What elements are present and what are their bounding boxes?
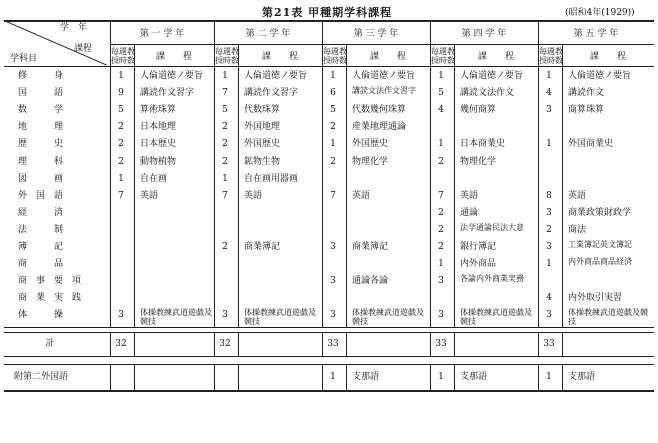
subject-name: 簿 記 <box>18 242 64 252</box>
weekly-hours: 1 <box>118 71 124 81</box>
course-content: 人倫道徳ノ要旨 <box>244 71 308 81</box>
hours-column-line <box>346 332 347 356</box>
course-content: 英語 <box>140 190 159 201</box>
weekly-hours: 3 <box>438 310 444 321</box>
weekly-hours: 2 <box>330 156 336 167</box>
course-content: 支那語 <box>352 371 380 382</box>
total-hours: 32 <box>115 338 127 349</box>
course-content: 体操教練武道遊戯及競技 <box>244 308 316 327</box>
hours-column-line <box>346 44 347 327</box>
weekly-hours: 3 <box>546 105 552 116</box>
weekly-hours: 3 <box>438 276 444 287</box>
year-column-line <box>538 20 539 327</box>
total-label: 計 <box>45 338 55 349</box>
course-content: 英語 <box>352 190 371 201</box>
weekly-hours: 5 <box>222 105 228 116</box>
course-content: 法学通論民法大意 <box>460 222 524 232</box>
course-content: 支那語 <box>460 371 488 382</box>
weekly-hours: 3 <box>222 310 228 321</box>
course-column-header: 課 程 <box>261 52 298 62</box>
weekly-hours: 3 <box>546 207 552 218</box>
weekly-hours: 1 <box>546 259 552 270</box>
course-content: 内外取引実習 <box>568 293 623 304</box>
course-content: 内外商品 <box>460 259 497 270</box>
hours-column-line <box>454 364 455 390</box>
weekly-hours-header: 毎週教 <box>215 47 239 56</box>
hours-column-line <box>346 364 347 390</box>
course-column-header: 課 程 <box>589 52 626 62</box>
course-content: 商業簿記 <box>244 242 281 252</box>
weekly-hours: 1 <box>222 173 228 184</box>
hours-column-line <box>454 332 455 356</box>
weekly-hours: 1 <box>222 71 228 81</box>
subject-name: 理 科 <box>18 156 64 167</box>
course-content: 体操教練武道遊戯及競技 <box>568 308 648 327</box>
total-hours: 33 <box>435 338 447 349</box>
course-header-label: 課程 <box>74 44 93 54</box>
subject-name: 数 学 <box>18 105 64 116</box>
course-content: 外国歴史 <box>244 139 281 150</box>
hours-column-line <box>562 364 563 390</box>
year-header: 第 四 学 年 <box>461 29 507 39</box>
appendix-label: 附第二外国語 <box>14 371 69 382</box>
course-content: 商業政策財政学 <box>568 207 632 218</box>
total-hours: 32 <box>219 338 231 349</box>
total-top-rule <box>4 332 654 333</box>
course-content: 人倫道徳ノ要旨 <box>460 71 524 81</box>
weekly-hours-header: 授時数 <box>323 56 347 65</box>
weekly-hours: 1 <box>438 371 444 382</box>
course-content: 日本商業史 <box>460 139 506 150</box>
course-content: 通論 <box>460 207 479 218</box>
hours-column-line <box>134 364 135 390</box>
subject-name: 体 操 <box>18 310 64 321</box>
weekly-hours: 1 <box>118 173 124 184</box>
course-column-header: 課 程 <box>477 52 514 62</box>
course-content: 代数珠算 <box>244 105 281 116</box>
course-content: 支那語 <box>568 371 596 382</box>
weekly-hours: 3 <box>330 242 336 252</box>
course-content: 外国歴史 <box>352 139 389 150</box>
weekly-hours: 1 <box>546 71 552 81</box>
weekly-hours: 2 <box>118 122 124 133</box>
weekly-hours: 2 <box>438 224 444 235</box>
course-content: 体操教練武道遊戯及競技 <box>460 308 532 327</box>
course-content: 物理化学 <box>460 156 497 167</box>
weekly-hours: 8 <box>546 190 552 201</box>
hours-column-line <box>238 44 239 327</box>
weekly-hours: 7 <box>438 190 444 201</box>
weekly-hours: 1 <box>330 71 336 81</box>
year-column-line <box>214 364 215 390</box>
year-header: 第 三 学 年 <box>353 29 399 39</box>
course-content: 鉱物生物 <box>244 156 281 167</box>
weekly-hours: 1 <box>546 371 552 382</box>
weekly-hours: 2 <box>222 139 228 150</box>
course-content: 講読作文 <box>568 88 605 99</box>
weekly-hours: 6 <box>330 88 336 99</box>
year-header: 第 一 学 年 <box>139 29 185 39</box>
course-content: 英語 <box>568 190 587 201</box>
weekly-hours: 2 <box>438 242 444 252</box>
course-column-header: 課 程 <box>369 52 406 62</box>
course-content: 物理化学 <box>352 156 389 167</box>
subject-name: 国 語 <box>18 88 64 99</box>
course-content: 講読文法作文 <box>460 88 515 99</box>
subject-name: 商 業 実 践 <box>18 293 82 304</box>
course-content: 商法 <box>568 224 587 235</box>
weekly-hours: 4 <box>438 105 444 116</box>
course-content: 人倫道徳ノ要旨 <box>140 71 204 81</box>
course-content: 人倫道徳ノ要旨 <box>352 71 416 81</box>
hours-column-line <box>562 44 563 327</box>
table-top-rule <box>4 20 654 22</box>
course-content: 商算珠算 <box>568 105 605 116</box>
course-content: 英語 <box>244 190 263 201</box>
weekly-hours: 2 <box>330 122 336 133</box>
course-content: 内外商品商品経済 <box>568 257 632 267</box>
weekly-hours-header: 毎週教 <box>323 47 347 56</box>
course-content: 産業地理通論 <box>352 122 407 133</box>
weekly-hours: 2 <box>546 224 552 235</box>
weekly-hours: 2 <box>222 242 228 252</box>
weekly-hours: 1 <box>438 139 444 150</box>
weekly-hours: 5 <box>118 105 124 116</box>
course-content: 講読文法作文習字 <box>352 86 416 96</box>
weekly-hours: 2 <box>118 156 124 167</box>
hours-column-line <box>134 44 135 327</box>
subject-name: 図 画 <box>18 173 64 184</box>
weekly-hours: 5 <box>438 88 444 99</box>
year-column-line <box>110 364 111 390</box>
course-content: 外国商業史 <box>568 139 614 150</box>
weekly-hours-header: 授時数 <box>539 56 563 65</box>
weekly-hours: 1 <box>438 259 444 270</box>
course-content: 自在画 <box>140 173 168 184</box>
weekly-hours: 3 <box>330 276 336 287</box>
course-content: 講読作文習字 <box>244 88 299 99</box>
weekly-hours-header: 授時数 <box>431 56 455 65</box>
course-content: 人倫道徳ノ要旨 <box>568 71 632 81</box>
weekly-hours-header: 授時数 <box>111 56 135 65</box>
grade-header-label: 学 年 <box>60 23 88 33</box>
course-content: 動物植物 <box>140 156 177 167</box>
weekly-hours: 1 <box>438 71 444 81</box>
course-content: 外国地理 <box>244 122 281 133</box>
hours-column-line <box>238 364 239 390</box>
course-content: 講読作文習字 <box>140 88 195 99</box>
subject-header-label: 学科目 <box>10 54 38 64</box>
hours-column-line <box>454 44 455 327</box>
weekly-hours-header: 毎週教 <box>539 47 563 56</box>
weekly-hours-header: 毎週教 <box>111 47 135 56</box>
weekly-hours: 2 <box>438 207 444 218</box>
course-content: 各論内外商業実務 <box>460 274 524 284</box>
weekly-hours-header: 毎週教 <box>431 47 455 56</box>
subject-name: 外 国 語 <box>18 190 64 201</box>
total-bottom-rule <box>4 356 654 357</box>
weekly-hours: 7 <box>118 190 124 201</box>
weekly-hours: 3 <box>330 310 336 321</box>
weekly-hours: 4 <box>546 293 552 304</box>
course-content: 代数幾何珠算 <box>352 105 407 116</box>
course-column-header: 課 程 <box>155 52 192 62</box>
weekly-hours: 3 <box>546 242 552 252</box>
header-mid-rule <box>110 44 654 45</box>
weekly-hours: 9 <box>118 88 124 99</box>
weekly-hours: 7 <box>330 190 336 201</box>
course-content: 工業簿記英文簿記 <box>568 240 632 249</box>
subject-name: 法 制 <box>18 224 64 235</box>
subject-name: 経 済 <box>18 207 64 218</box>
weekly-hours-header: 授時数 <box>215 56 239 65</box>
weekly-hours: 7 <box>222 88 228 99</box>
course-content: 商業簿記 <box>352 242 389 252</box>
weekly-hours: 2 <box>222 156 228 167</box>
total-hours: 33 <box>543 338 555 349</box>
course-content: 自在画用器画 <box>244 173 299 184</box>
hours-column-line <box>238 332 239 356</box>
table-bottom-rule <box>4 390 654 392</box>
weekly-hours: 4 <box>546 88 552 99</box>
course-content: 英語 <box>460 190 479 201</box>
weekly-hours: 1 <box>330 139 336 150</box>
weekly-hours: 2 <box>438 156 444 167</box>
subject-name: 商 事 要 項 <box>18 276 82 287</box>
course-content: 通論各論 <box>352 276 389 287</box>
year-header: 第 二 学 年 <box>245 29 291 39</box>
header-bottom-rule <box>4 66 654 67</box>
hours-column-line <box>134 332 135 356</box>
weekly-hours: 3 <box>118 310 124 321</box>
weekly-hours: 1 <box>546 139 552 150</box>
subject-name: 歴 史 <box>18 139 64 150</box>
course-content: 幾何商算 <box>460 105 497 116</box>
subject-name: 修 身 <box>18 71 64 81</box>
weekly-hours: 1 <box>330 371 336 382</box>
course-content: 日本歴史 <box>140 139 177 150</box>
course-content: 体操教練武道遊戯及競技 <box>140 308 212 327</box>
course-content: 日本地理 <box>140 122 177 133</box>
era-note: (昭和4年(1929)) <box>565 8 635 18</box>
weekly-hours: 5 <box>330 105 336 116</box>
hours-column-line <box>562 332 563 356</box>
course-content: 算術珠算 <box>140 105 177 116</box>
appendix-top-rule <box>4 364 654 365</box>
year-header: 第 五 学 年 <box>573 29 619 39</box>
course-content: 体操教練武道遊戯及競技 <box>352 308 424 327</box>
subject-name: 地 理 <box>18 122 64 133</box>
course-content: 銀行簿記 <box>460 242 497 252</box>
weekly-hours: 7 <box>222 190 228 201</box>
page-title: 第21表 甲種期学科課程 <box>262 6 393 19</box>
body-bottom-rule <box>4 327 654 328</box>
weekly-hours: 2 <box>222 122 228 133</box>
weekly-hours: 3 <box>546 310 552 321</box>
subject-name: 商 品 <box>18 259 64 270</box>
total-hours: 33 <box>327 338 339 349</box>
weekly-hours: 2 <box>118 139 124 150</box>
